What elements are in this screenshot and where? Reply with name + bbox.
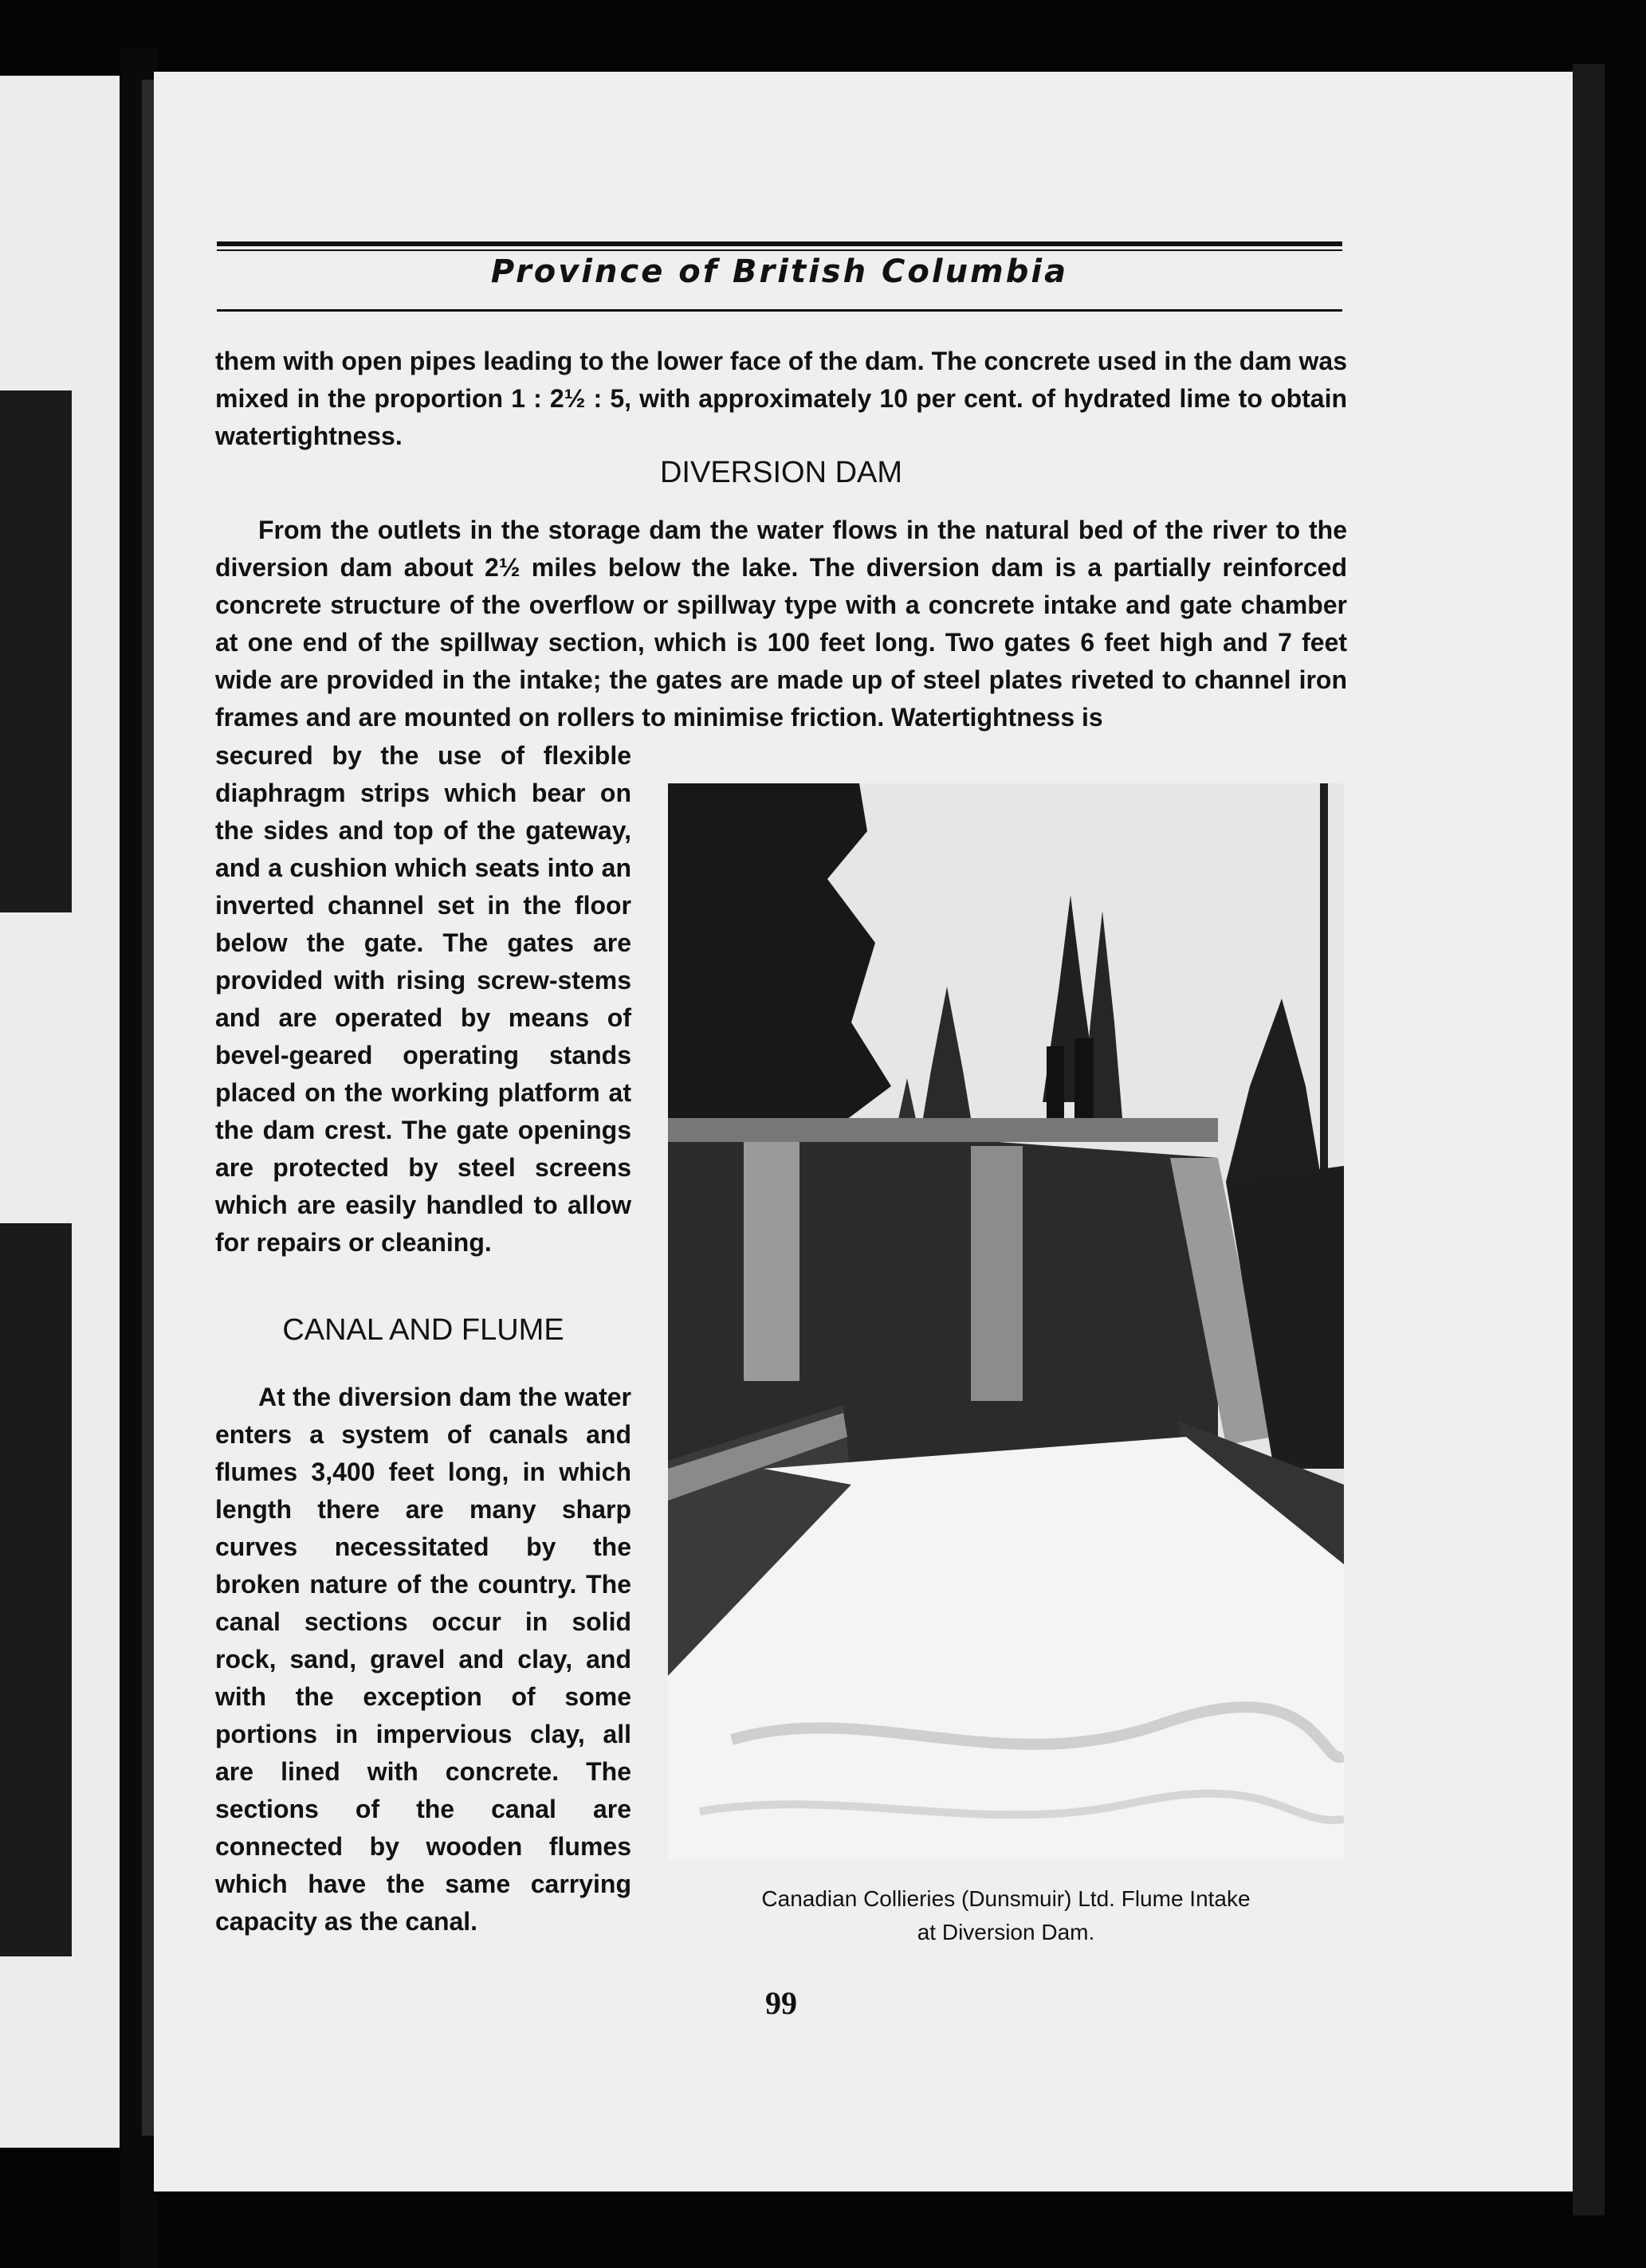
diversion-dam-column-block bbox=[215, 737, 631, 1262]
diversion-dam-heading: DIVERSION DAM bbox=[659, 456, 903, 489]
caption-line-2: at Diversion Dam. bbox=[917, 1920, 1095, 1944]
caption-line-1: Canadian Collieries (Dunsmuir) Ltd. Flume Intake bbox=[761, 1886, 1251, 1911]
diversion-dam-block bbox=[215, 512, 1347, 736]
header-rule-bottom bbox=[217, 309, 1342, 312]
book-gutter-edge bbox=[142, 80, 155, 2136]
header-rule-top-thin bbox=[217, 249, 1342, 251]
diversion-dam-paragraph: From the outlets in the storage dam the water flows in the natural bed of the river to the diversion dam about 2½ miles below the lake. The diversion dam is a partially reinforced concrete structure of the overflow or spillway type with a concrete intake and gate chamber at one end of the spillway section, which is 100 feet long. Two gates 6 feet high and 7 feet wide are provided in the intake; the gates are made up of steel plates riveted to channel iron frames and are mounted on rollers to minimise friction. Watertightness is bbox=[215, 516, 1347, 732]
canal-and-flume-paragraph: At the diversion dam the water enters a system of canals and flumes 3,400 feet long, in which length there are many sharp curves necessitated by the broken nature of the country. The canal sections occur in solid rock, sand, gravel and clay, and with the exception of some portions in impervious clay, all are lined with concrete. The sections of the canal are connected by wooden flumes which have the same carrying capacity as the canal. bbox=[215, 1383, 631, 1936]
page-number: 99 bbox=[765, 1985, 797, 2021]
header-rule-top bbox=[217, 241, 1342, 246]
facing-page-photo bbox=[0, 390, 72, 912]
facing-page bbox=[0, 76, 120, 2148]
canal-and-flume-heading: CANAL AND FLUME bbox=[282, 1313, 564, 1347]
running-title: Province of British Columbia bbox=[490, 253, 1069, 290]
facing-page-photo bbox=[0, 1223, 72, 1956]
page-edge bbox=[1573, 64, 1605, 2215]
canal-and-flume-block bbox=[215, 1379, 631, 1940]
intro-paragraph-block bbox=[215, 343, 1347, 455]
intro-paragraph: them with open pipes leading to the lower face of the dam. The concrete used in the dam was mixed in the proportion 1 : 2½ : 5, with approximately 10 per cent. of hydrated lime to obtain watertightness. bbox=[215, 347, 1347, 450]
flume-intake-photo bbox=[668, 783, 1344, 1859]
diversion-dam-column-paragraph: secured by the use of flexible diaphragm strips which bear on the sides and top of the gateway, and a cushion which seats into an inverted channel set in the floor below the gate. The gates are provided with rising screw-stems and are operated by means of bevel-geared operating stands placed on the working platform at the dam crest. The gate openings are protected by steel screens which are easily handled to allow for repairs or cleaning. bbox=[215, 741, 631, 1257]
photo-caption bbox=[668, 1882, 1344, 1949]
